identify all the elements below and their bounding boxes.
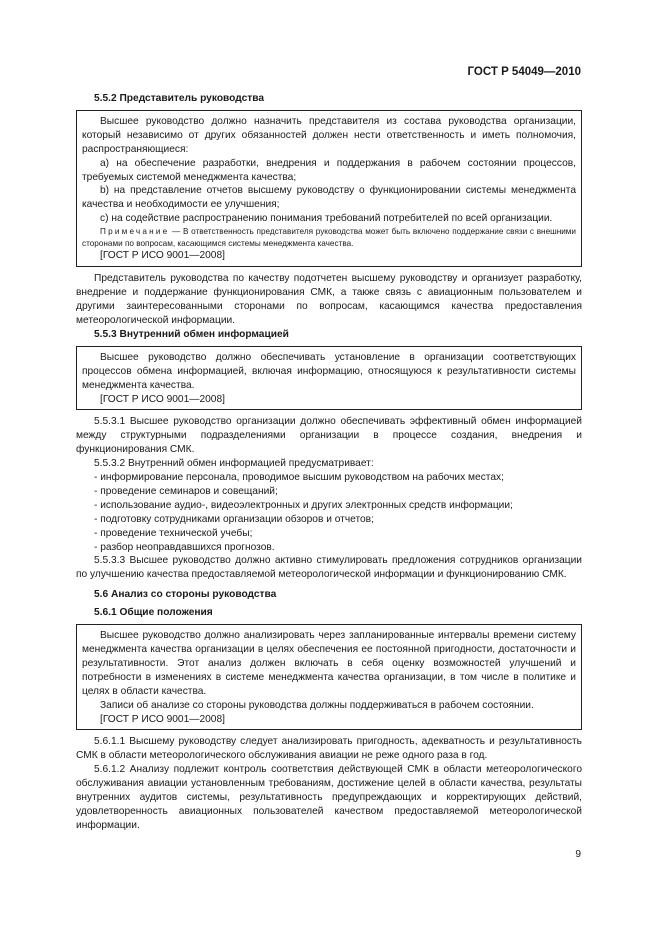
- box-intro: Высшее руководство должно назначить представителя из состава руководства организации, который независимо от других обязанностей должен нести ответственность и иметь полномочия, распространяющиеся:: [82, 115, 576, 155]
- quote-box-5-6-1: [76, 624, 582, 730]
- list-item: - проведение технической учебы;: [94, 527, 253, 539]
- list-item: - информирование персонала, проводимое высшим руководством на рабочих местах;: [94, 472, 504, 484]
- section-heading-5-5-2: 5.5.2 Представитель руководства: [94, 93, 265, 104]
- section-heading-5-6: 5.6 Анализ со стороны руководства: [94, 589, 277, 601]
- page-content: [76, 92, 582, 833]
- box-item-b: b) на представление отчетов высшему руководству о функционировании системы менеджмента качества и необходимости ее улучшения;: [82, 185, 576, 211]
- box-item-c: с) на содействие распространению понимания требований потребителей по всей организации.: [100, 213, 553, 225]
- quote-box-5-5-3: [76, 346, 582, 411]
- box-reference: [ГОСТ Р ИСО 9001—2008]: [100, 713, 225, 725]
- section-heading-5-6-1: 5.6.1 Общие положения: [94, 607, 213, 619]
- box-item-a: а) на обеспечение разработки, внедрения и поддержания в рабочем состоянии процессов, требуемых системой менеджмента качества;: [82, 157, 576, 183]
- list-item: - использование аудио-, видеоэлектронных и других электронных средств информации;: [94, 499, 513, 511]
- paragraph-representative: Представитель руководства по качеству подотчетен высшему руководству и организует разработку, внедрение и поддержание функционирования СМК, а также связь с авиационным пользователем и другими заинтересованными сторонами по вопросам, касающимся качества предоставления метеорологической информации.: [76, 273, 582, 326]
- paragraph-5-5-3-2: 5.5.3.2 Внутренний обмен информацией предусматривает:: [94, 458, 374, 470]
- standard-header: ГОСТ Р 54049—2010: [467, 66, 581, 78]
- note-text: — В ответственность представителя руководства может быть включено поддержание связи с внешними сторонами по вопросам, касающимся системы менеджмента качества.: [82, 227, 576, 248]
- paragraph-5-5-3-1: 5.5.3.1 Высшее руководство организации должно обеспечивать эффективный обмен информацией между структурными подразделениями организации в процессе создания, внедрения и функционирования СМК.: [76, 416, 582, 456]
- page-number: 9: [575, 849, 581, 860]
- box-note: [82, 226, 576, 249]
- list-item: - проведение семинаров и совещаний;: [94, 485, 278, 497]
- paragraph-5-5-3-3: 5.5.3.3 Высшее руководство должно активно стимулировать предложения сотрудников организации по улучшению качества предоставляемой метеорологической информации и функционированию СМК.: [76, 555, 582, 581]
- note-label: Примечание: [100, 227, 170, 237]
- box-text: Высшее руководство должно обеспечивать установление в организации соответствующих процессов обмена информацией, включая информацию, относящуюся к результативности системы менеджмента качества.: [82, 351, 576, 391]
- box-text-records: Записи об анализе со стороны руководства должны поддерживаться в рабочем состоянии.: [100, 699, 534, 711]
- quote-box-5-5-2: [76, 110, 582, 267]
- section-heading-5-5-3: 5.5.3 Внутренний обмен информацией: [94, 328, 289, 340]
- box-reference: [ГОСТ Р ИСО 9001—2008]: [100, 393, 225, 405]
- list-item: - разбор неоправдавшихся прогнозов.: [94, 541, 275, 553]
- paragraph-5-6-1-1: 5.6.1.1 Высшему руководству следует анализировать пригодность, адекватность и результативность СМК в области метеорологического обслуживания авиации не реже одного раза в год.: [76, 736, 582, 762]
- box-reference: [ГОСТ Р ИСО 9001—2008]: [100, 250, 225, 262]
- box-text: Высшее руководство должно анализировать через запланированные интервалы времени систему менеджмента качества организации в целях обеспечения ее постоянной пригодности, достаточности и результативности. Этот анализ должен включать в себя оценку возможностей улучшений и потребности в изменениях в системе менеджмента качества организации, в том числе в политике и целях в области качества.: [82, 630, 576, 697]
- paragraph-5-6-1-2: 5.6.1.2 Анализу подлежит контроль соответствия действующей СМК в области метеорологического обслуживания авиации установленным требованиям, достижение целей в области качества, результаты внутренних аудитов системы, результативность предупреждающих и корректирующих действий, удовлетворенность авиационных пользователей качеством предоставляемой метеорологической информации.: [76, 764, 582, 831]
- list-item: - подготовку сотрудниками организации обзоров и отчетов;: [94, 513, 374, 525]
